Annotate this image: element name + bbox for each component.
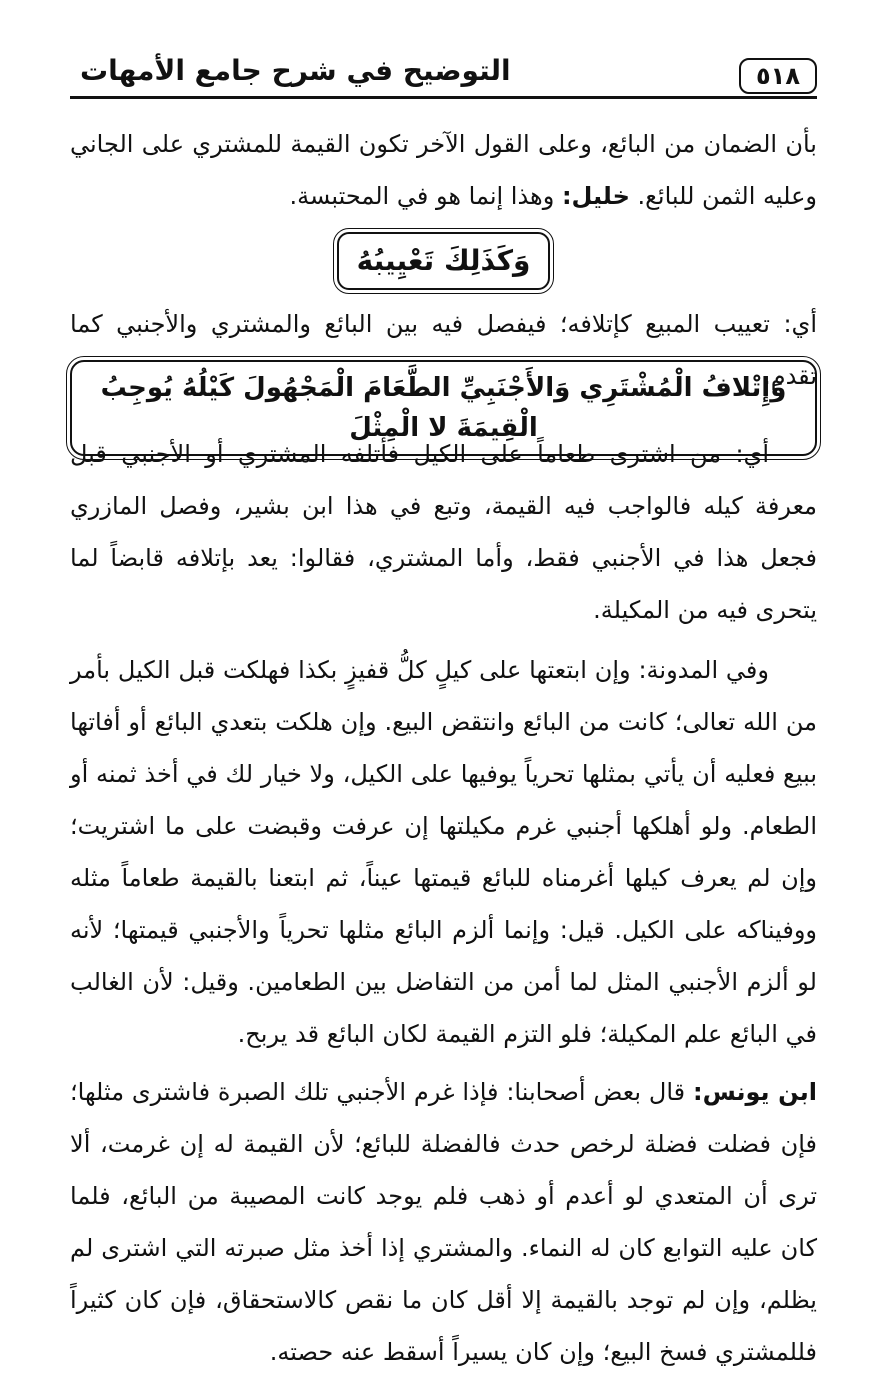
paragraph-2: وفي المدونة: وإن ابتعتها على كيلٍ كلُّ قفيزٍ بكذا فهلكت قبل الكيل بأمر من الله تعالى؛ كانت من البائع وانتقض البيع. وإن هلكت بتعدي البائع أو أفاتها ببيع فعليه أن يأتي بمثلها تحرياً يوفيها على الكيل، ولا خيار لك في أخذ ثمنه أو الطعام. ولو أهلكها أجنبي غرم مكيلتها إن عرفت وقبضت على ما اشتريت؛ وإن لم يعرف كيلها أغرمناه للبائع قيمتها عيناً، ثم ابتعنا بالقيمة طعاماً مثله ووفيناكه على الكيل. قيل: وإنما ألزم البائع مثلها تحرياً والأجنبي قيمتها؛ لأنه لو ألزم الأجنبي المثل لما أمن من التفاضل بين الطعامين. وقيل: لأن الغالب في البائع علم المكيلة؛ فلو التزم القيمة لكان البائع قد يربح. (70, 656, 817, 1048)
commentary-1: أي: تعييب المبيع كإتلافه؛ فيفصل فيه بين البائع والمشتري والأجنبي كما تقدم. (70, 310, 817, 390)
intro-paragraph (70, 118, 817, 222)
matn-heading-1: وَكَذَلِكَ تَعْيِيبُهُ (337, 232, 551, 290)
intro-text: بأن الضمان من البائع، وعلى القول الآخر تكون القيمة للمشتري على الجاني وعليه الثمن للبائع. (70, 130, 817, 210)
ibn-yunus-text: قال بعض أصحابنا: فإذا غرم الأجنبي تلك الصبرة فاشترى مثلها؛ فإن فضلت فضلة لرخص حدث فالفضلة للبائع؛ لأن القيمة له إن غرمت، ألا ترى أن المتعدي لو أعدم أو ذهب فلم يوجد كانت المصيبة من البائع، فلما كان عليه التوابع كان له النماء. والمشتري إذا أخذ مثل صبرته التي اشترى لم يظلم، وإن لم توجد بالقيمة إلا أقل كان ما نقص كالاستحقاق، فإن كان كثيراً فللمشتري فسخ البيع؛ وإن كان يسيراً أسقط عنه حصته. (70, 1078, 817, 1366)
matn-heading-2: وَإِتْلافُ الْمُشْتَرِي وَالأَجْنَبِيِّ الطَّعَامَ الْمَجْهُولَ كَيْلُهُ يُوجِبُ الْقِيمَةَ لا الْمِثْلَ (70, 360, 817, 456)
khalil-label: خليل: (561, 182, 630, 210)
header-rule (70, 96, 817, 99)
khalil-text: وهذا إنما هو في المحتبسة. (289, 182, 555, 210)
page-header (70, 52, 817, 104)
paragraph-3 (70, 1066, 817, 1378)
running-title: التوضيح في شرح جامع الأمهات (80, 54, 511, 87)
ibn-yunus-label: ابن يونس: (692, 1078, 817, 1106)
body-text (70, 428, 817, 1378)
intro-block (70, 118, 817, 222)
matn-block-1 (70, 232, 817, 290)
page-number: ٥١٨ (739, 58, 817, 94)
page (70, 0, 817, 1366)
paragraph-1: أي: من اشترى طعاماً على الكيل فأتلفه المشتري أو الأجنبي قبل معرفة كيله فالواجب فيه القيمة، وتبع في هذا ابن بشير، وفصل المازري فجعل هذا في الأجنبي فقط، وأما المشتري، فقالوا: يعد بإتلافه قابضاً لما يتحرى فيه من المكيلة. (70, 440, 817, 624)
